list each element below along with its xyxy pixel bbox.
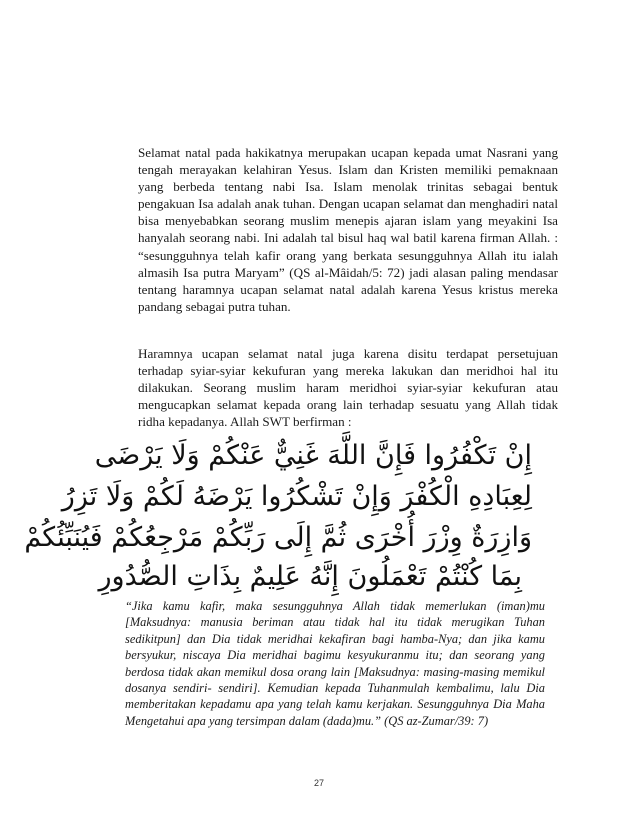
arabic-verse-line: وَازِرَةٌ وِزْرَ أُخْرَى ثُمَّ إِلَى رَبِّكُمْ مَرْجِعُكُمْ فَيُنَبِّئُكُمْ <box>24 522 532 553</box>
page-number: 27 <box>313 778 324 788</box>
arabic-verse-line: إِنْ تَكْفُرُوا فَإِنَّ اللَّهَ غَنِيٌّ عَنْكُمْ وَلَا يَرْضَى <box>94 440 532 471</box>
paragraph-haram: Haramnya ucapan selamat natal juga karena disitu terdapat persetujuan terhadap syiar-syiar kekufuran yang mereka lakukan dan meridhoi hal itu dilakukan. Seorang muslim haram meridhoi syiar-syiar kekufuran atau mengucapkan selamat kepada orang lain terhadap sesuatu yang Allah tidak ridha kepadanya. Allah SWT berfirman : <box>138 346 558 430</box>
arabic-verse-line: بِمَا كُنْتُمْ تَعْمَلُونَ إِنَّهُ عَلِيمٌ بِذَاتِ الصُّدُورِ <box>98 561 522 592</box>
verse-translation: “Jika kamu kafir, maka sesungguhnya Allah tidak memerlukan (iman)mu [Maksudnya: manusia beriman atau tidak hal itu tidak merugikan Tuhan sedikitpun] dan Dia tidak meridhai kekafiran bagi hamba-Nya; dan jika kamu bersyukur, niscaya Dia meridhai bagimu kesyukuranmu itu; dan seorang yang berdosa tidak akan memikul dosa orang lain [Maksudnya: masing-masing memikul dosanya sendiri- sendiri]. Kemudian kepada Tuhanmulah kembalimu, lalu Dia memberitakan kepadamu apa yang telah kamu kerjakan. Sesungguhnya Dia Maha Mengetahui apa yang tersimpan dalam (dada)mu.” (QS az-Zumar/39: 7) <box>125 599 545 728</box>
paragraph-intro: Selamat natal pada hakikatnya merupakan ucapan kepada umat Nasrani yang tengah merayakan kelahiran Yesus. Islam dan Kristen memiliki pemaknaan yang berbeda tentang nabi Isa. Islam menolak trinitas sebagai bentuk pengakuan Isa adalah anak tuhan. Dengan ucapan selamat dan menghadiri natal bisa menyebabkan seorang muslim menepis ajaran islam yang meyakini Isa hanyalah seorang nabi. Ini adalah tal bisul haq wal batil karena firman Allah. : “sesungguhnya telah kafir orang yang berkata sesungguhnya Allah itu ialah almasih Isa putra Maryam” (QS al-Mâidah/5: 72) jadi alasan paling mendasar tentang haramnya ucapan selamat natal adalah karena Yesus kristus mereka pandang sebagai putra tuhan. <box>138 145 558 314</box>
arabic-verse-line: لِعِبَادِهِ الْكُفْرَ وَإِنْ تَشْكُرُوا يَرْضَهُ لَكُمْ وَلَا تَزِرُ <box>61 481 532 512</box>
